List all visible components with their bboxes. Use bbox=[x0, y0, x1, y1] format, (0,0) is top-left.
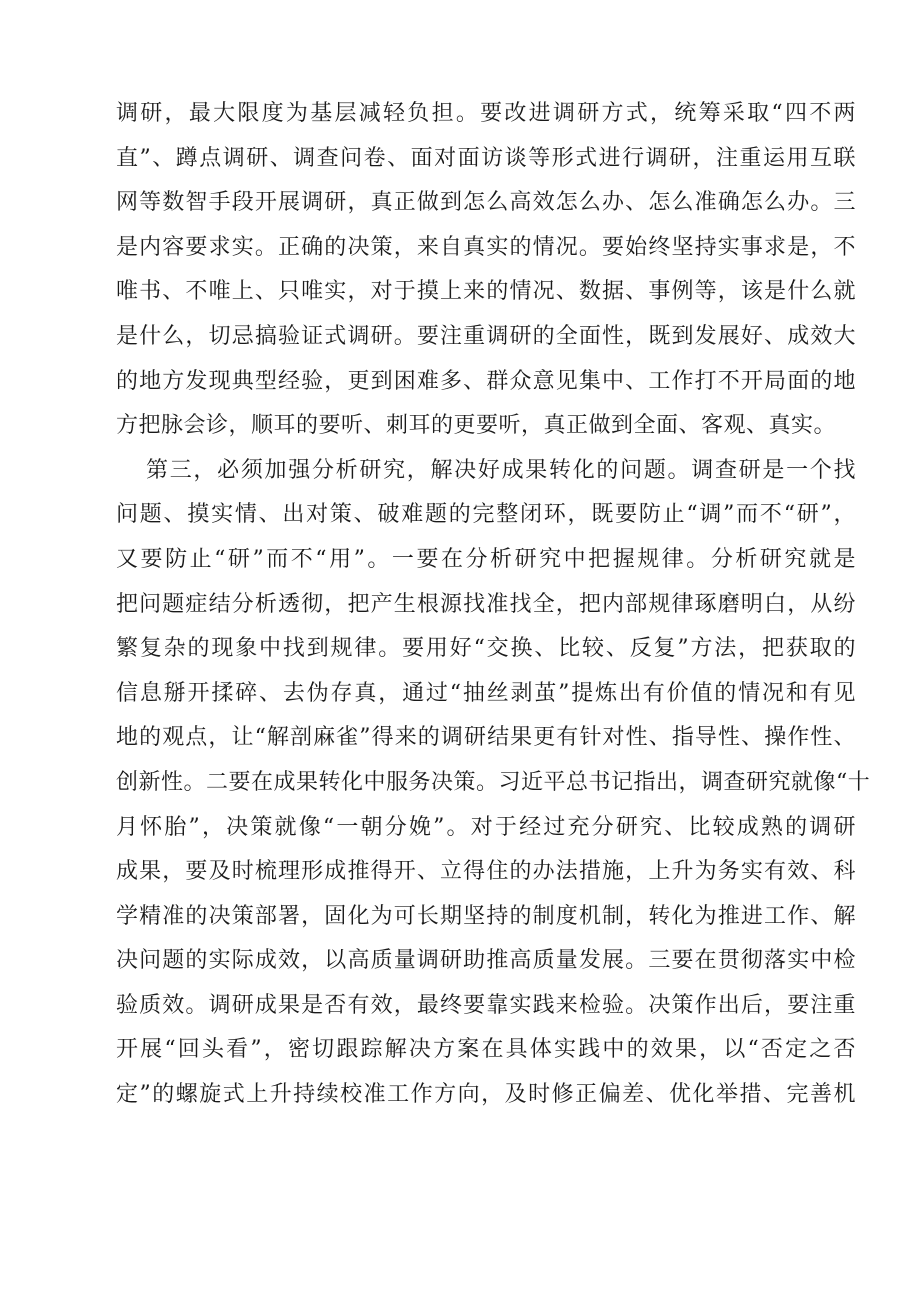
paragraph-2-line-12: 决问题的实际成效，以高质量调研助推高质量发展。三要在贯彻落实中检 bbox=[116, 948, 856, 974]
paragraph-1-line-4: 是内容要求实。正确的决策，来自真实的情况。要始终坚持实事求是，不 bbox=[116, 234, 856, 260]
paragraph-2-line-15: 定”的螺旋式上升持续校准工作方向，及时修正偏差、优化举措、完善机 bbox=[116, 1082, 856, 1108]
paragraph-1-line-5: 唯书、不唯上、只唯实，对于摸上来的情况、数据、事例等，该是什么就 bbox=[116, 279, 856, 305]
paragraph-2-line-1: 第三，必须加强分析研究，解决好成果转化的问题。调查研是一个找 bbox=[146, 457, 856, 483]
paragraph-1-line-6: 是什么，切忌搞验证式调研。要注重调研的全面性，既到发展好、成效大 bbox=[116, 323, 856, 349]
body-text bbox=[116, 92, 871, 1118]
paragraph-2-line-5: 繁复杂的现象中找到规律。要用好“交换、比较、反复”方法，把获取的 bbox=[116, 636, 856, 662]
paragraph-2-line-9: 月怀胎”，决策就像“一朝分娩”。对于经过充分研究、比较成熟的调研 bbox=[116, 814, 856, 840]
paragraph-2-line-6: 信息掰开揉碎、去伪存真，通过“抽丝剥茧”提炼出有价值的情况和有见 bbox=[116, 680, 856, 706]
paragraph-1-line-7: 的地方发现典型经验，更到困难多、群众意见集中、工作打不开局面的地 bbox=[116, 368, 856, 394]
paragraph-2-line-10: 成果，要及时梳理形成推得开、立得住的办法措施，上升为务实有效、科 bbox=[116, 859, 856, 885]
paragraph-2-line-2: 问题、摸实情、出对策、破难题的完整闭环，既要防止“调”而不“研”， bbox=[116, 502, 856, 528]
paragraph-1-line-2: 直”、蹲点调研、调查问卷、面对面访谈等形式进行调研，注重运用互联 bbox=[116, 145, 856, 171]
paragraph-2-line-8: 创新性。二要在成果转化中服务决策。习近平总书记指出，调查研究就像“十 bbox=[116, 769, 871, 795]
paragraph-2-line-3: 又要防止“研”而不“用”。一要在分析研究中把握规律。分析研究就是 bbox=[116, 546, 856, 572]
paragraph-1-line-8: 方把脉会诊，顺耳的要听、刺耳的更要听，真正做到全面、客观、真实。 bbox=[116, 413, 837, 439]
paragraph-2-line-11: 学精准的决策部署，固化为可长期坚持的制度机制，转化为推进工作、解 bbox=[116, 903, 856, 929]
paragraph-2-line-4: 把问题症结分析透彻，把产生根源找准找全，把内部规律琢磨明白，从纷 bbox=[116, 591, 856, 617]
paragraph-1-line-1: 调研，最大限度为基层减轻负担。要改进调研方式，统筹采取“四不两 bbox=[116, 101, 856, 126]
paragraph-1-line-3: 网等数智手段开展调研，真正做到怎么高效怎么办、怎么准确怎么办。三 bbox=[116, 190, 856, 216]
paragraph-2-line-7: 地的观点，让“解剖麻雀”得来的调研结果更有针对性、指导性、操作性、 bbox=[116, 725, 856, 751]
paragraph-2-line-13: 验质效。调研成果是否有效，最终要靠实践来检验。决策作出后，要注重 bbox=[116, 992, 856, 1018]
paragraph-2-line-14: 开展“回头看”，密切跟踪解决方案在具体实践中的效果，以“否定之否 bbox=[116, 1037, 856, 1063]
